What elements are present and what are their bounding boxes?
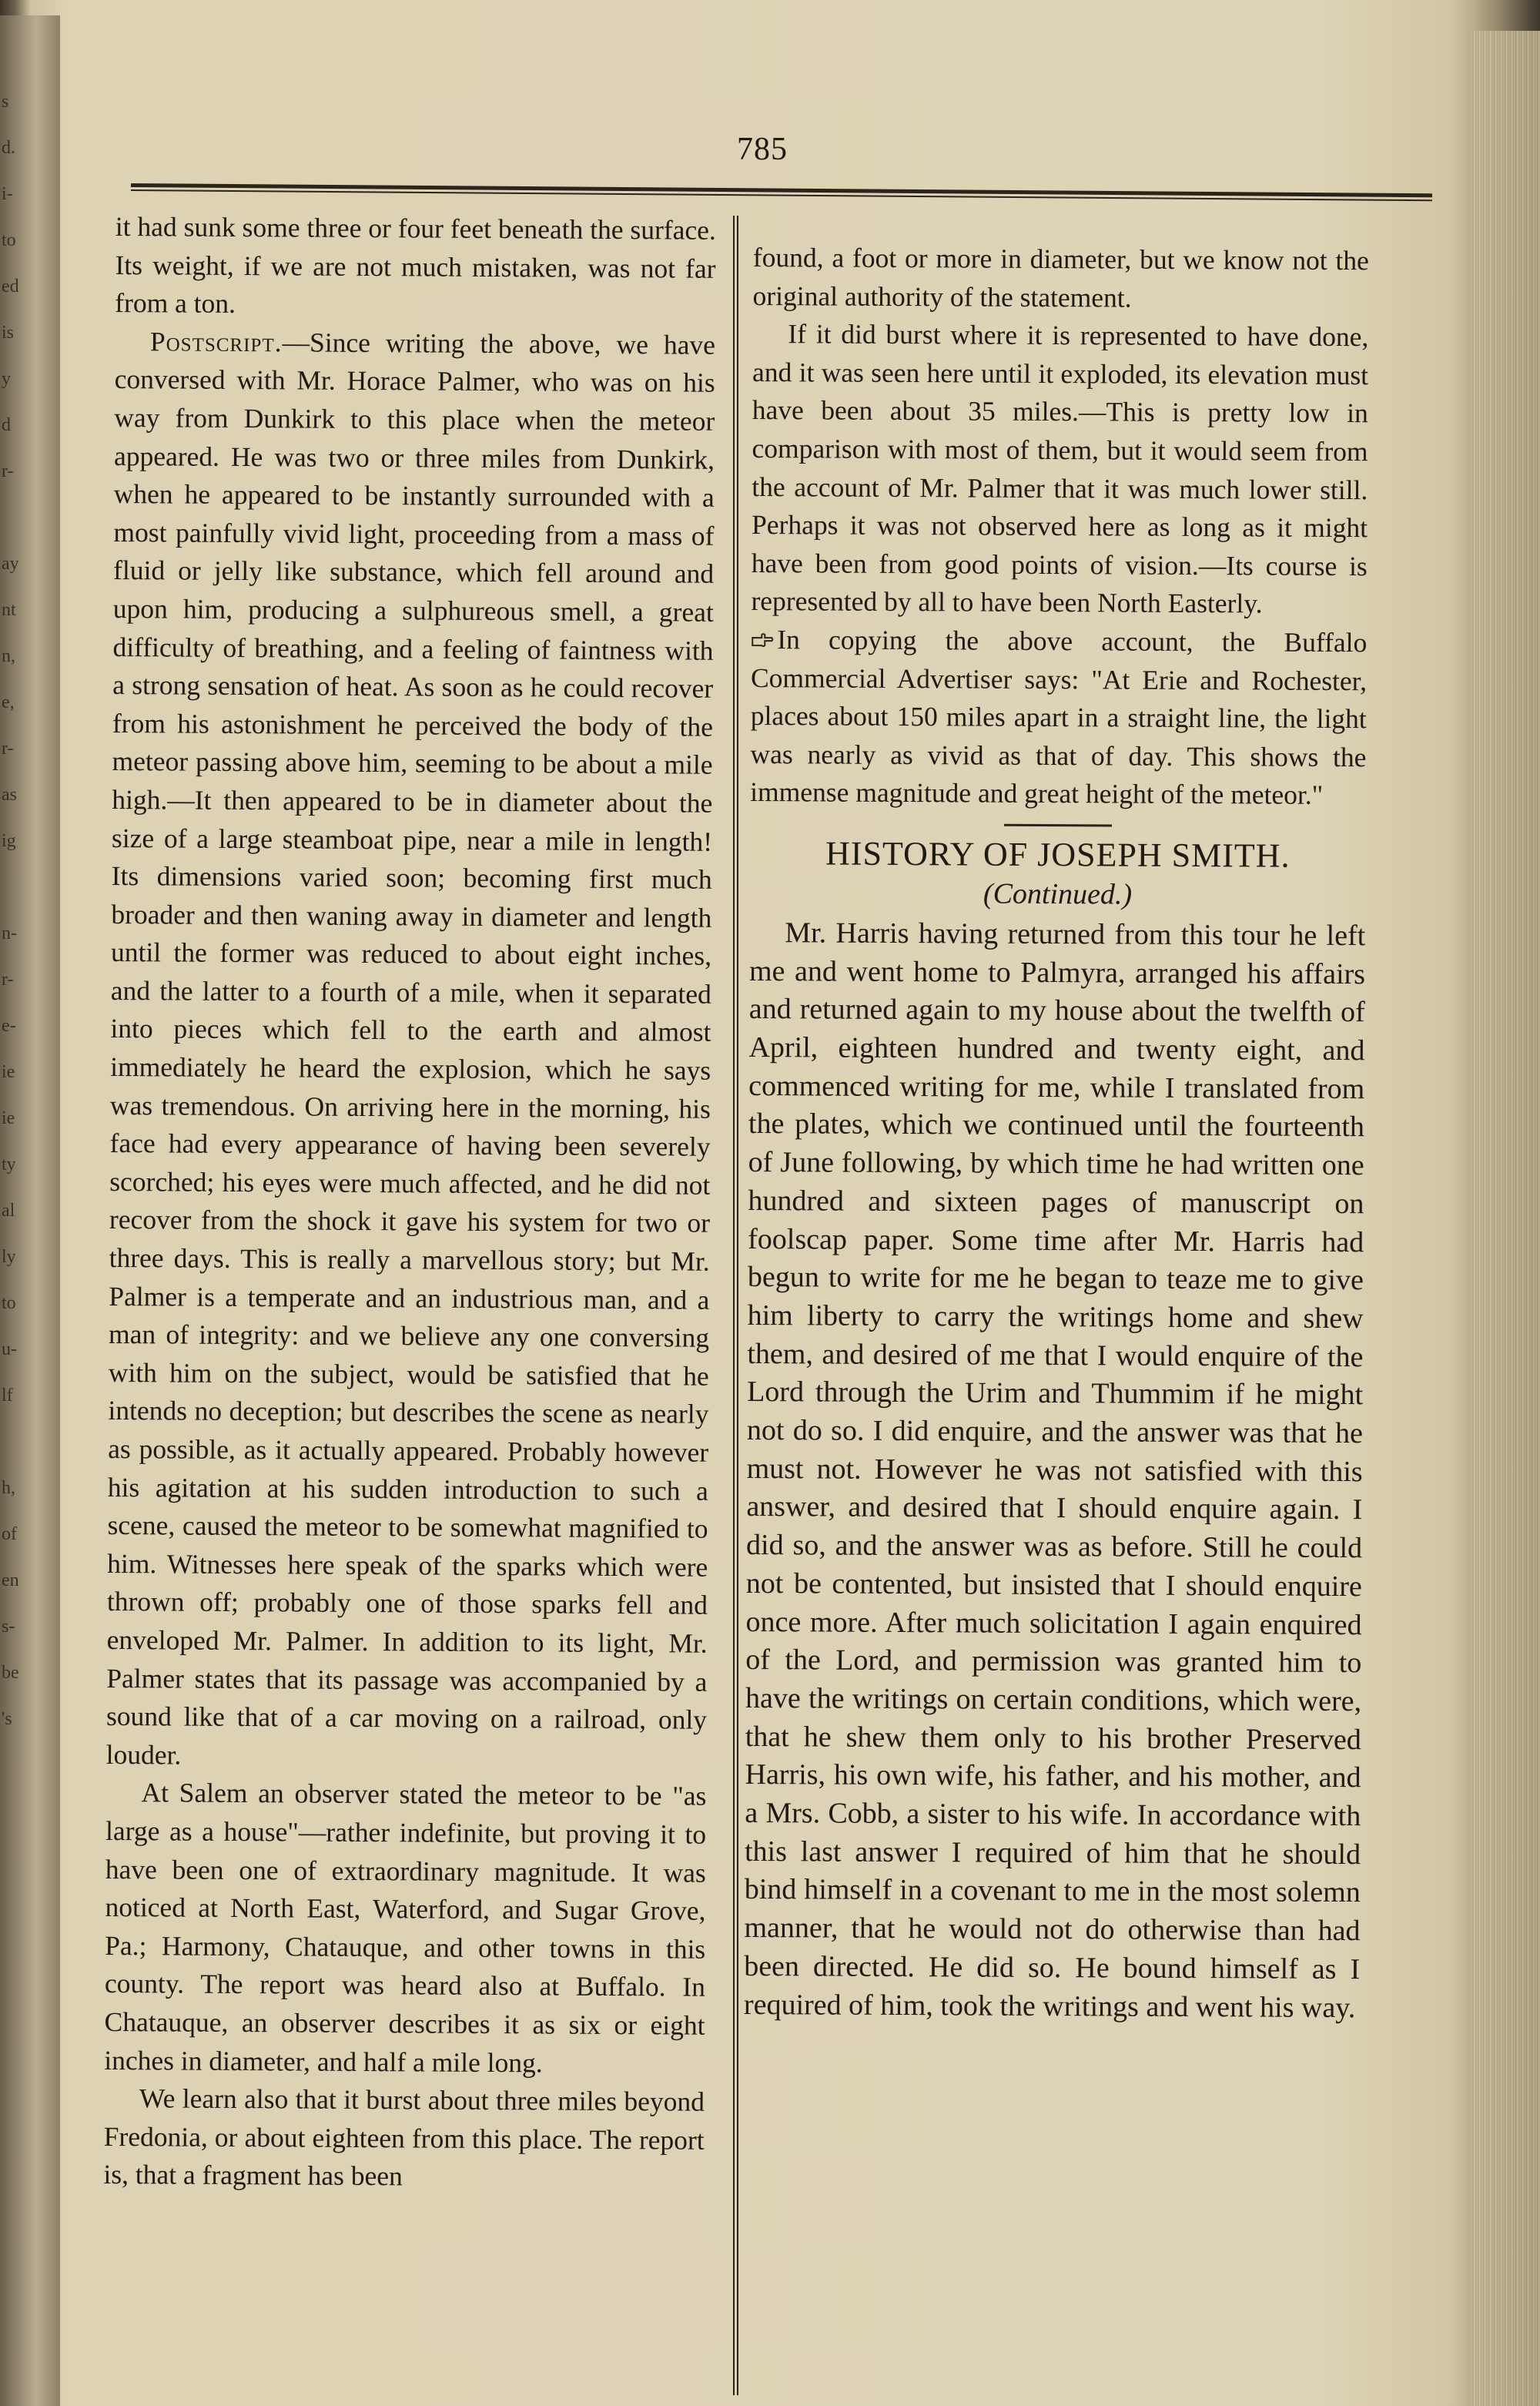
- left-margin-fragment: s: [2, 92, 9, 112]
- postscript-body: —Since writing the above, we have conversed with Mr. Horace Palmer, who was on his way from Dunkirk to this place when the meteor appeared. He was two or three miles from Dunkirk, when he appeared to be instantly surrounded with a most painfully vivid light, proceeding from a mass of fluid or jelly like substance, which fell around and upon him, producing a sulphureous smell, a great difficulty of breathing, and a feeling of faintness with a strong sensation of heat. As soon as he could recover from his astonishment he perceived the body of the meteor passing above him, seeming to be about a mile high.—It then appeared to be in diameter about the size of a large steamboat pipe, near a mile in length! Its dimensions varied soon; becoming first much broader and then waning away in diameter and length until the former was reduced to about eight inches, and the latter to a fourth of a mile, when it separated into pieces which fell to the earth and almost immediately he heard the explosion, which he says was tremendous. On arriving here in the morning, his face had every appearance of having been severely scorched; his eyes were much affected, and he did not recover from the shock it gave his system for two or three days. This is really a marvellous story; but Mr. Palmer is a temperate and an industrious man, and a man of integrity: and we believe any one conversing with him on the subject, would be satisfied that he intends no deception; but describes the scene as nearly as possible, as it actually appeared. Probably however his agitation at his sudden introduction to such a scene, caused the meteor to be somewhat magnified to him. Witnesses here speak of the sparks which were thrown off; probably one of those sparks fell and enveloped Mr. Palmer. In addition to its light, Mr. Palmer states that its passage was accompanied by a sound like that of a car moving on a railroad, only louder.: [105, 327, 716, 1771]
- left-margin-fragment: ie: [2, 1063, 15, 1082]
- left-margin-fragment: 's: [2, 1710, 12, 1729]
- left-margin-fragment: to: [2, 1294, 16, 1313]
- left-margin-fragment: [2, 878, 20, 924]
- left-margin-fragment: e-: [2, 1017, 16, 1036]
- left-margin-fragment: r-: [2, 970, 14, 990]
- section-rule: [1004, 824, 1112, 827]
- pointing-hand-icon: [751, 622, 774, 642]
- left-paragraph-salem: At Salem an observer stated the meteor to be "as large as a house"—rather indefinite, but proving it to have been one of extraordinary magnitude. It was noticed at North East, Waterford, and Sugar Grove, Pa.; Harmony, Chatauque, and other towns in this county. The report was heard also at Buffalo. In Chatauque, an observer describes it as six or eight inches in diameter, and half a mile long.: [104, 1777, 707, 2078]
- left-paragraph-fredonia: We learn also that it burst about three miles beyond Fredonia, or about eighteen from this place. The report is, that a fragment has been: [103, 2083, 705, 2192]
- left-margin-fragment: lf: [2, 1386, 13, 1406]
- left-margin-fragment: ay: [2, 555, 19, 574]
- left-margin-fragment: r-: [2, 462, 14, 481]
- left-margin-fragment: as: [2, 786, 17, 805]
- left-margin-fragment: en: [2, 1571, 19, 1590]
- right-column: [744, 239, 1369, 2027]
- left-paragraph-postscript: [106, 323, 715, 1778]
- header-rule: [131, 183, 1432, 201]
- left-margin-fragment: ig: [2, 832, 16, 851]
- left-margin-fragment: of: [2, 1525, 17, 1544]
- left-page-margin-fragments: [2, 92, 20, 1756]
- left-margin-fragment: ly: [2, 1248, 16, 1267]
- left-paragraph-1: it had sunk some three or four feet beneath the surface. Its weight, if we are not much mistaken, was not far from a ton.: [115, 210, 716, 320]
- left-margin-fragment: [2, 1433, 20, 1479]
- column-divider: [733, 216, 738, 2395]
- postscript-lead: Postscript.: [149, 326, 283, 358]
- left-margin-fragment: al: [2, 1201, 15, 1221]
- left-margin-fragment: ed: [2, 277, 19, 297]
- left-margin-fragment: r-: [2, 739, 14, 759]
- right-paragraph-2: If it did burst where it is represented to have done, and it was seen here until it exploded, its elevation must have been about 35 miles.—This is pretty low in comparison with most of them, but it would seem from the account of Mr. Palmer that it was much lower still. Perhaps it was not observed here as long as it might have been from good points of vision.—Its course is represented by all to have been North Easterly.: [751, 318, 1369, 619]
- article-heading: HISTORY OF JOSEPH SMITH.: [825, 834, 1291, 875]
- left-margin-fragment: h,: [2, 1479, 15, 1498]
- article-subheading: (Continued.): [983, 877, 1133, 911]
- left-margin-fragment: y: [2, 370, 11, 389]
- right-page-edges: [1471, 31, 1540, 2406]
- left-margin-fragment: [2, 508, 20, 555]
- left-margin-fragment: d.: [2, 139, 15, 158]
- left-margin-fragment: n,: [2, 647, 15, 666]
- history-story-text: Mr. Harris having returned from this tour he left me and went home to Palmyra, arranged his affairs and returned again to my house about the twelfth of April, eighteen hundred and twenty eight, and commenced writing for me, while I translated from the plates, which we continued until the fourteenth of June following, by which time he had written one hundred and sixteen pages of manuscript on foolscap paper. Some time after Mr. Harris had begun to write for me he began to teaze me to give him liberty to carry the writings home and shew them, and desired of me that I would enquire of the Lord through the Urim and Thummim if he might not do so. I did enquire, and the answer was that he must not. However he was not satisfied with this answer, and desired that I should enquire again. I did so, and the answer was as before. Still he could not be contented, but insisted that I should enquire once more. After much solicitation I again enquired of the Lord, and permission was granted him to have the writings on certain conditions, which were, that he shew them only to his brother Preserved Harris, his own wife, his father, and his mother, and a Mrs. Cobb, a sister to his wife. In accordance with this last answer I required of him that he should bind himself in a covenant to me in the most solemn manner, that he would not do otherwise than had been directed. He did so. He bound himself as I required of him, took the writings and went his way.: [743, 916, 1366, 2024]
- left-margin-fragment: d: [2, 416, 11, 435]
- left-column: [103, 208, 716, 2198]
- right-paragraph-3: [750, 621, 1367, 815]
- left-margin-fragment: u-: [2, 1340, 17, 1359]
- left-margin-fragment: i-: [2, 185, 13, 204]
- left-margin-fragment: e,: [2, 693, 15, 712]
- left-margin-fragment: n-: [2, 924, 17, 943]
- left-margin-fragment: to: [2, 231, 16, 250]
- newspaper-page: [69, 31, 1478, 2406]
- page-number: 785: [737, 132, 788, 167]
- left-margin-fragment: ty: [2, 1155, 16, 1175]
- left-margin-fragment: ie: [2, 1109, 15, 1128]
- right-paragraph-1: found, a foot or more in diameter, but we know not the original authority of the statement.: [752, 241, 1369, 313]
- left-margin-fragment: nt: [2, 601, 16, 620]
- buffalo-commercial-text: In copying the above account, the Buffalo Commercial Advertiser says: "At Erie and Rochester, places about 150 miles apart in a straight line, the light was nearly as vivid as that of day. This shows the immense magnitude and great height of the meteor.": [750, 624, 1368, 811]
- left-margin-fragment: be: [2, 1664, 19, 1683]
- left-margin-fragment: is: [2, 323, 15, 343]
- left-margin-fragment: s-: [2, 1617, 15, 1637]
